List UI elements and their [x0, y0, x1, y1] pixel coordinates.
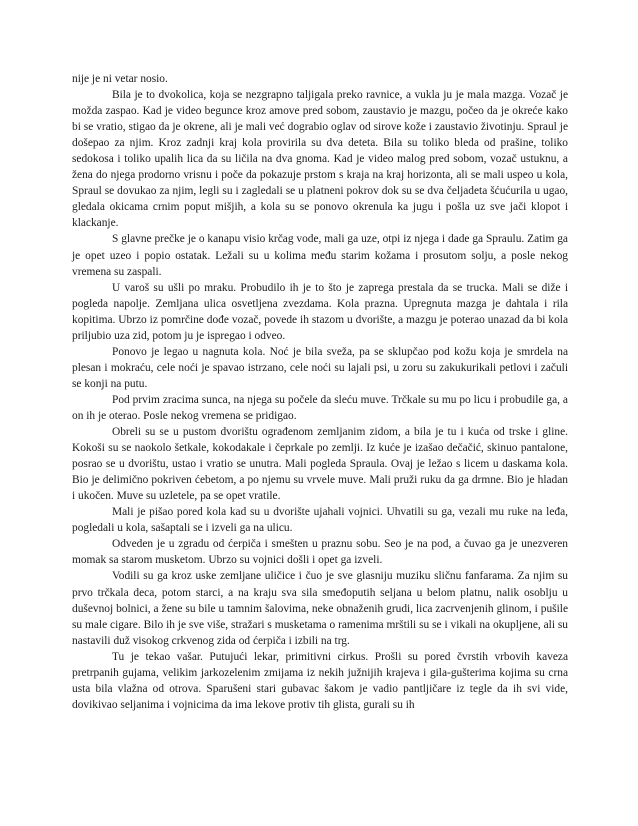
paragraph: Obreli su se u pustom dvorištu ograđenom zemljanim zidom, a bila je tu i kuća od trske i gline. Kokoši su se naokolo šetkale, kokodakale i čeprkale po zemlji. Iz kuće je izašao dečačić, skinuo pantalone, posrao se u dvorištu, ustao i vratio se unutra. Mali pogleda Spraula. Ovaj je ležao s licem u daskama kola. Bio je delimično pokriven ćebetom, a po njemu su vrvele muve. Mali pruži ruku da ga drmne. Bio je hladan i ukočen. Muve su uzletele, pa se opet vratile. — [72, 426, 568, 503]
paragraph: Bila je to dvokolica, koja se nezgrapno taljigala preko ravnice, a vukla ju je mala mazga. Vozač je možda zaspao. Kad je video begunce kroz amove pred sobom, zaustavio je mazgu, počeo da je okreće kako bi se vratio, stigao da je okrene, ali je mali već dograbio oglav od sirove kože i zaustavio životinju. Spraul je došepao za njim. Kroz zadnji kraj kola provirila su dva deteta. Bila su toliko bleda od prašine, toliko sedokosa i toliko upalih lica da su ličila na dva gnoma. Kad je video malog pred sobom, vozač ustuknu, a žena do njega prodorno vrisnu i poče da pokazuje prstom s kraja na kraj horizonta, ali se mali uspeo u kola, Spraul se dovukao za njim, legli su i zagledali se u platneni pokrov dok su se dva čeljadeta šćućurila u ugao, gledala okicama crnim poput mišjih, a kola su se ponovo okrenula ka jugu i pošla uz sve jači klopot i klackanje. — [72, 89, 568, 230]
paragraph: Tu je tekao vašar. Putujući lekar, primitivni cirkus. Prošli su pored čvrstih vrbovih kaveza pretrpanih gujama, velikim jarkozelenim zmijama iz nekih južnijih krajeva i gila-gušterima kojima su crna usta bila vlažna od otrova. Sparušeni stari gubavac šakom je vadio pantljičare iz tegle da ih svi vide, dovikivao seljanima i vojnicima da ima lekove protiv tih glista, gurali su ih — [72, 650, 568, 711]
paragraph: Ponovo je legao u nagnuta kola. Noć je bila sveža, pa se sklupčao pod kožu koja je smrdela na plesan i mokraću, cele noći je spavao istrzano, cele noći su lajali psi, u zoru su zakukurikali petlovi i začuli se konji na putu. — [72, 345, 568, 390]
paragraph: U varoš su ušli po mraku. Probudilo ih je to što je zaprega prestala da se trucka. Mali se diže i pogleda napolje. Zemljana ulica osvetljena zvezdama. Kola prazna. Upregnuta mazga je dahtala i rila kopitima. Ubrzo iz pomrčine dođe vozač, povede ih stazom u dvorište, a mazgu je poterao unazad da bi kola priljubio uza zid, potom ju je ispregao i odveo. — [72, 281, 568, 342]
paragraph: Mali je pišao pored kola kad su u dvorište ujahali vojnici. Uhvatili su ga, vezali mu ruke na leđa, pogledali u kola, sašaptali se i izveli ga na ulicu. — [72, 506, 568, 535]
paragraph: S glavne prečke je o kanapu visio krčag vode, mali ga uze, otpi iz njega i dade ga Spraulu. Zatim ga je opet uzeo i popio ostatak. Ležali su u kolima među starim kožama i prosutom solju, a posle nekog vremena su zaspali. — [72, 233, 568, 278]
document-page — [72, 71, 568, 713]
paragraph: nije je ni vetar nosio. — [72, 73, 168, 85]
paragraph: Vodili su ga kroz uske zemljane uličice i čuo je sve glasniju muziku sličnu fanfarama. Za njim su prvo trčkala deca, potom starci, a na kraju sva sila smeđoputih seljana u belom platnu, nalik osoblju u duševnoj bolnici, a žene su bile u tamnim šalovima, neke obnaženih grudi, lica zacrvenjenih glinom, i pušile su male cigare. Bilo ih je sve više, stražari s musketama o ramenima mrštili su se i vikali na okupljene, ali su nastavili duž visokog crkvenog zida od ćerpiča i izbili na trg. — [72, 570, 568, 647]
paragraph: Pod prvim zracima sunca, na njega su počele da sleću muve. Trčkale su mu po licu i probudile ga, a on ih je oterao. Posle nekog vremena se pridigao. — [72, 393, 568, 422]
paragraph: Odveden je u zgradu od ćerpiča i smešten u praznu sobu. Seo je na pod, a čuvao ga je unezveren momak sa starom musketom. Ubrzo su vojnici došli i opet ga izveli. — [72, 538, 568, 567]
